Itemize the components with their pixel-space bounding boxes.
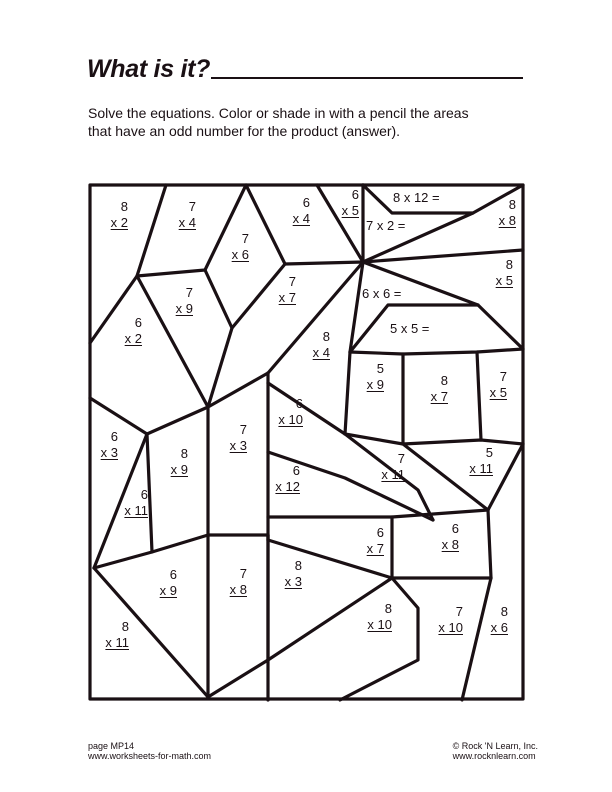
- problem-bottom: x 11: [105, 635, 129, 650]
- problem-bottom: x 3: [284, 574, 302, 589]
- problem-8x7: [426, 373, 448, 405]
- problem-top: 8: [180, 446, 188, 461]
- problem-top: 6: [140, 487, 148, 502]
- equation-8x12: 8 x 12 =: [393, 190, 440, 205]
- problem-bottom: x 3: [100, 445, 118, 460]
- problem-top: 6: [110, 429, 118, 444]
- problem-top: 7: [455, 604, 463, 619]
- problem-6x3: [96, 429, 118, 461]
- problem-bottom: x 4: [178, 215, 196, 230]
- problem-bottom: x 3: [229, 438, 247, 453]
- problem-6x2: [120, 315, 142, 347]
- problem-bottom: x 10: [438, 620, 463, 635]
- problem-8x8: [494, 197, 516, 229]
- problem-bottom: x 6: [231, 247, 249, 262]
- problem-8x5: [491, 257, 513, 289]
- problem-bottom: x 8: [441, 537, 459, 552]
- page-title: What is it?: [87, 55, 211, 83]
- problem-7x6: [227, 231, 249, 263]
- problem-top: 6: [451, 521, 459, 536]
- problem-top: 8: [322, 329, 330, 344]
- problem-6x12: [270, 463, 300, 495]
- problem-5x11: [463, 445, 493, 477]
- problem-top: 7: [239, 566, 247, 581]
- problem-8x2: [106, 199, 128, 231]
- problem-7x3: [225, 422, 247, 454]
- problem-bottom: x 7: [430, 389, 448, 404]
- problem-top: 8: [121, 619, 129, 634]
- problem-6x4: [288, 195, 310, 227]
- problem-bottom: x 8: [229, 582, 247, 597]
- problem-7x10: [433, 604, 463, 636]
- problem-top: 6: [302, 195, 310, 210]
- problem-7x8: [225, 566, 247, 598]
- problem-bottom: x 11: [124, 503, 148, 518]
- problem-bottom: x 11: [469, 461, 493, 476]
- problem-8x9: [166, 446, 188, 478]
- instructions-line-1: Solve the equations. Color or shade in with a pencil the areas: [88, 105, 469, 121]
- problem-8x11: [99, 619, 129, 651]
- problem-bottom: x 12: [275, 479, 300, 494]
- equation-5x5: 5 x 5 =: [390, 321, 430, 336]
- problem-top: 8: [120, 199, 128, 214]
- problem-bottom: x 5: [489, 385, 507, 400]
- problem-bottom: x 9: [159, 583, 177, 598]
- problem-8x6: [486, 604, 508, 636]
- problem-bottom: x 2: [124, 331, 142, 346]
- problem-bottom: x 10: [367, 617, 392, 632]
- problem-top: 7: [288, 274, 296, 289]
- problem-top: 6: [295, 396, 303, 411]
- problem-top: 7: [397, 451, 405, 466]
- problem-6x7: [362, 525, 384, 557]
- problem-top: 8: [508, 197, 516, 212]
- problem-bottom: x 8: [498, 213, 516, 228]
- problem-bottom: x 4: [292, 211, 310, 226]
- problem-top: 7: [241, 231, 249, 246]
- worksheets-link[interactable]: www.worksheets-for-math.com: [88, 751, 212, 761]
- problem-bottom: x 4: [312, 345, 330, 360]
- problem-top: 8: [505, 257, 513, 272]
- problem-6x10: [273, 396, 303, 428]
- problem-7x11: [375, 451, 405, 483]
- problem-bottom: x 11: [381, 467, 405, 482]
- problem-top: 6: [169, 567, 177, 582]
- problem-bottom: x 2: [110, 215, 128, 230]
- problem-6x9: [155, 567, 177, 599]
- problem-7x7: [274, 274, 296, 306]
- rocknlearn-link[interactable]: www.rocknlearn.com: [452, 751, 536, 761]
- problem-7x4: [174, 199, 196, 231]
- problem-top: 7: [185, 285, 193, 300]
- problem-top: 5: [376, 361, 384, 376]
- problem-top: 8: [294, 558, 302, 573]
- problem-bottom: x 10: [278, 412, 303, 427]
- problem-8x10: [362, 601, 392, 633]
- problem-6x11: [118, 487, 148, 519]
- problem-top: 6: [376, 525, 384, 540]
- problem-top: 8: [384, 601, 392, 616]
- problem-top: 7: [239, 422, 247, 437]
- instructions-line-2: that have an odd number for the product (answer).: [88, 123, 401, 139]
- problem-top: 6: [351, 187, 359, 202]
- problem-8x3: [280, 558, 302, 590]
- problem-top: 7: [499, 369, 507, 384]
- problem-bottom: x 7: [366, 541, 384, 556]
- problem-bottom: x 9: [175, 301, 193, 316]
- problem-6x5: [337, 187, 359, 219]
- problem-bottom: x 5: [495, 273, 513, 288]
- equation-7x2: 7 x 2 =: [366, 218, 406, 233]
- problem-top: 6: [292, 463, 300, 478]
- problem-8x4: [308, 329, 330, 361]
- problem-bottom: x 7: [278, 290, 296, 305]
- problem-5x9: [362, 361, 384, 393]
- problem-bottom: x 5: [341, 203, 359, 218]
- page-number: page MP14: [88, 741, 135, 751]
- problem-top: 7: [188, 199, 196, 214]
- problem-bottom: x 9: [170, 462, 188, 477]
- problem-top: 6: [134, 315, 142, 330]
- problem-7x9: [171, 285, 193, 317]
- problem-top: 5: [485, 445, 493, 460]
- footer-right: [453, 741, 538, 761]
- equation-6x6: 6 x 6 =: [362, 286, 402, 301]
- problem-bottom: x 6: [490, 620, 508, 635]
- problem-top: 8: [500, 604, 508, 619]
- problem-top: 8: [440, 373, 448, 388]
- problem-7x5: [485, 369, 507, 401]
- problem-6x8: [437, 521, 459, 553]
- copyright-text: © Rock 'N Learn, Inc.: [452, 741, 538, 751]
- footer-left: [88, 741, 211, 761]
- problem-bottom: x 9: [366, 377, 384, 392]
